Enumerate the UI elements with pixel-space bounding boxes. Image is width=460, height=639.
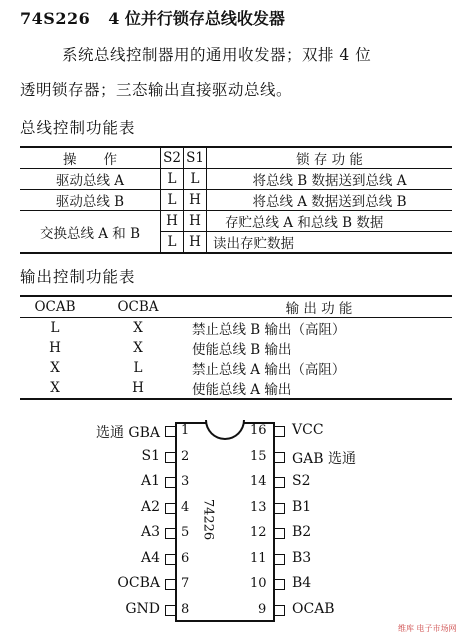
pin-11-marker: [274, 554, 285, 565]
header-s2: S2: [161, 147, 184, 169]
pin-number: 12: [250, 525, 267, 540]
pin-3-marker: [165, 477, 176, 488]
pin-9-marker: [274, 605, 285, 616]
pin-1-marker: [165, 426, 176, 437]
table-header-row: [20, 147, 452, 169]
cell-ocab: H: [49, 340, 61, 356]
watermark: 维库 电子市场网: [398, 624, 457, 633]
pin-14-marker: [274, 477, 285, 488]
header-s1: S1: [184, 147, 207, 169]
pin-label: S1: [141, 447, 160, 464]
pin-label: OCAB: [292, 600, 335, 617]
cell-ocba: L: [133, 360, 143, 376]
pin-13-marker: [274, 503, 285, 514]
intro-line-2: 透明锁存器；三态输出直接驱动总线。: [20, 81, 293, 99]
pin-label: OCBA: [117, 575, 160, 591]
pin-number: 9: [258, 601, 267, 617]
header-output-function: 输 出 功 能: [186, 296, 452, 318]
cell-s2: L: [161, 169, 184, 190]
cell-operation: 驱动总线 A: [20, 169, 161, 190]
pin-number: 8: [181, 601, 190, 617]
pin-number: 13: [250, 499, 267, 515]
cell-s1: L: [184, 169, 207, 190]
pin-7-marker: [165, 579, 176, 590]
cell-ocba: X: [133, 340, 143, 356]
pin-number: 3: [181, 474, 190, 489]
header-operation: 操 作: [20, 147, 161, 169]
cell-function: 将总线 A 数据送到总线 B: [207, 190, 453, 211]
pin-number: 4: [181, 499, 190, 515]
pin-15-marker: [274, 452, 285, 463]
pin-5-marker: [165, 528, 176, 539]
pin-label: VCC: [292, 422, 324, 438]
pin-10-marker: [274, 579, 285, 590]
cell-function: 禁止总线 A 输出（高阻）: [192, 362, 346, 378]
pin-number: 14: [250, 474, 267, 489]
cell-s2: H: [161, 211, 184, 232]
output-table-title: 输出控制功能表: [20, 268, 136, 286]
bus-table-title: 总线控制功能表: [20, 119, 136, 137]
pin-label: B3: [292, 549, 312, 566]
part-description: 4 位并行锁存总线收发器: [108, 9, 285, 28]
table-row: [20, 318, 452, 339]
pin-number: 15: [250, 448, 267, 464]
table-row: [20, 378, 452, 399]
pin-label: A4: [140, 549, 160, 566]
pin-8-marker: [165, 605, 176, 616]
pin-6-marker: [165, 554, 176, 565]
pin-number: 16: [250, 423, 267, 438]
cell-s1: H: [184, 190, 207, 211]
table-row: [20, 211, 452, 232]
pin-label: 选通 GBA: [95, 425, 160, 441]
pin-number: 11: [250, 550, 267, 566]
cell-function: 存贮总线 A 和总线 B 数据: [207, 211, 453, 232]
cell-s1: H: [184, 211, 207, 232]
cell-function: 将总线 B 数据送到总线 A: [207, 169, 453, 190]
pin-label: B2: [292, 524, 312, 540]
pin-label: B1: [292, 498, 312, 515]
pin-label: B4: [292, 575, 312, 591]
cell-function: 读出存贮数据: [207, 232, 453, 254]
pin-label: GND: [125, 600, 160, 617]
cell-ocba: X: [133, 320, 143, 336]
cell-function: 禁止总线 B 输出（高阻）: [192, 322, 346, 338]
cell-operation: 驱动总线 B: [20, 190, 161, 211]
cell-function: 使能总线 A 输出: [192, 382, 292, 398]
part-number: 74S226: [20, 9, 91, 28]
cell-ocab: L: [50, 320, 60, 336]
pin-2-marker: [165, 452, 176, 463]
pin-label: A2: [140, 498, 160, 515]
bus-control-table: [20, 146, 452, 254]
cell-s1: H: [184, 232, 207, 254]
pin-label: A3: [140, 524, 160, 540]
table-header-row: [20, 296, 452, 318]
pin-16-marker: [274, 426, 285, 437]
cell-operation: 交换总线 A 和 B: [20, 211, 161, 254]
cell-ocab: X: [50, 380, 60, 396]
intro-line-1: 系统总线控制器用的通用收发器；双排 4 位: [62, 46, 372, 64]
cell-s2: L: [161, 232, 184, 254]
table-row: [20, 190, 452, 211]
cell-ocba: H: [132, 380, 144, 396]
table-row: [20, 338, 452, 358]
pin-number: 6: [181, 550, 190, 566]
table-row: [20, 358, 452, 378]
pin-number: 7: [181, 576, 190, 591]
cell-ocab: X: [50, 360, 60, 376]
ic-part-label: 74226: [200, 498, 216, 541]
pin-4-marker: [165, 503, 176, 514]
page-title: [20, 6, 285, 29]
cell-s2: L: [161, 190, 184, 211]
table-row: [20, 169, 452, 190]
cell-function: 使能总线 B 输出: [192, 342, 292, 358]
header-ocab: OCAB: [20, 296, 90, 318]
pin-number: 10: [250, 576, 267, 591]
output-control-table: [20, 295, 452, 400]
header-latch-function: 锁 存 功 能: [207, 147, 453, 169]
pin-number: 5: [181, 525, 190, 540]
header-ocba: OCBA: [90, 296, 186, 318]
pin-number: 2: [181, 448, 190, 464]
pin-number: 1: [181, 423, 190, 438]
pin-label: GAB 选通: [292, 450, 357, 467]
pin-label: S2: [292, 473, 311, 489]
pin-label: A1: [140, 473, 160, 489]
pin-12-marker: [274, 528, 285, 539]
